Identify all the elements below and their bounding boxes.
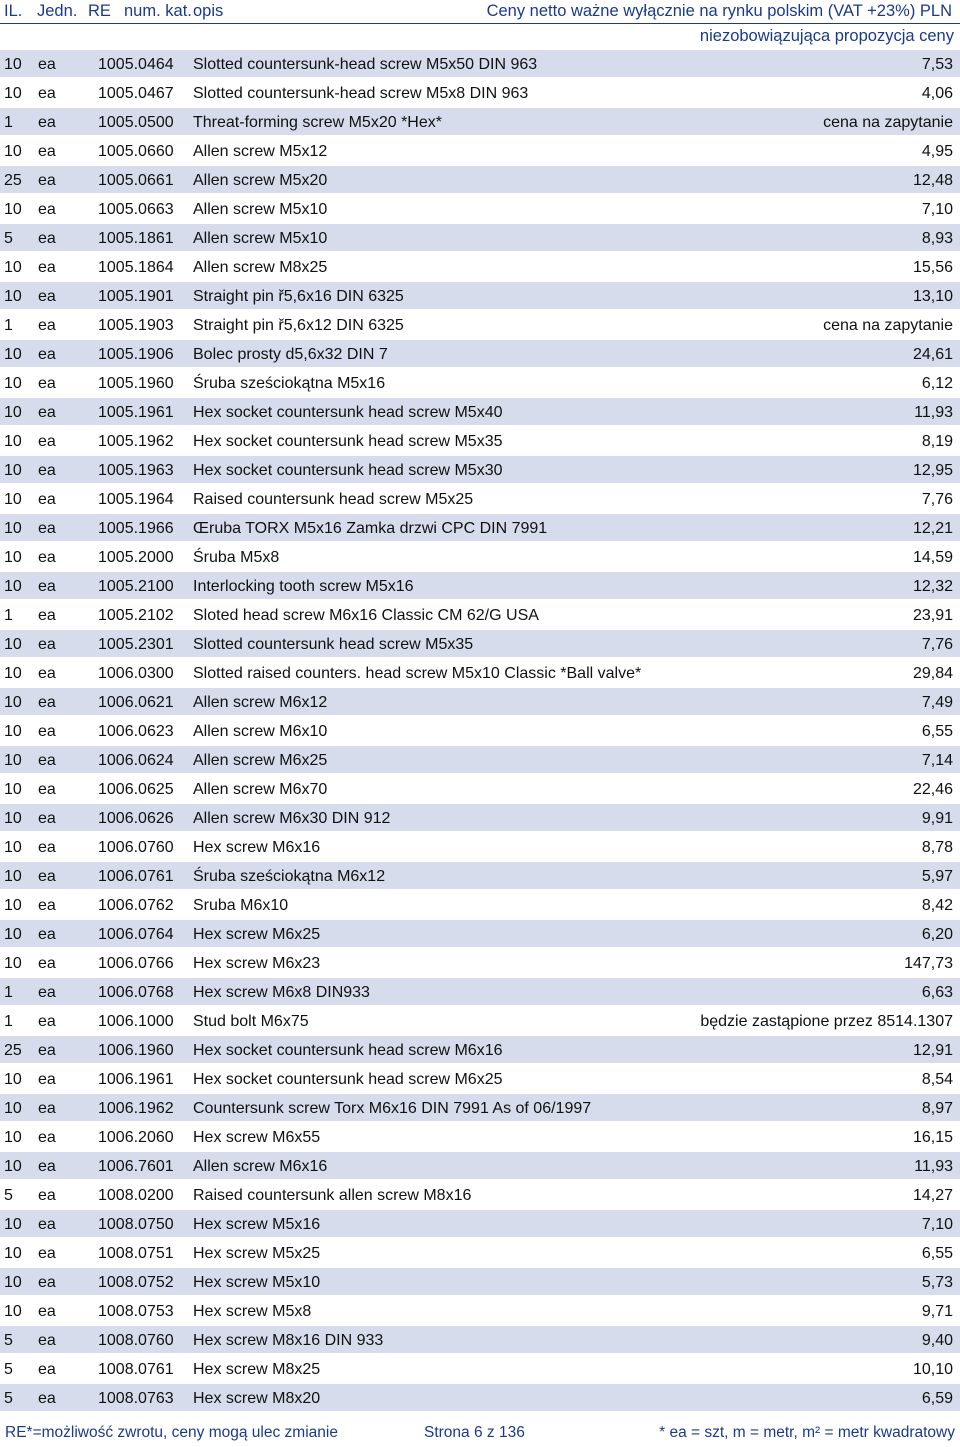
unit-cell: ea <box>38 1129 56 1146</box>
catalog-number-cell: 1005.0663 <box>98 201 174 218</box>
description-cell: Stud bolt M6x75 <box>193 1013 309 1030</box>
unit-cell: ea <box>38 578 56 595</box>
catalog-number-cell: 1005.0500 <box>98 114 174 131</box>
table-row <box>0 978 960 1007</box>
unit-cell: ea <box>38 491 56 508</box>
table-row <box>0 514 960 543</box>
description-cell: Hex screw M5x25 <box>193 1245 321 1262</box>
qty-cell: 10 <box>4 955 22 972</box>
catalog-number-cell: 1006.0626 <box>98 810 174 827</box>
table-row <box>0 166 960 195</box>
unit-cell: ea <box>38 230 56 247</box>
qty-cell: 10 <box>4 1129 22 1146</box>
description-cell: Hex screw M5x8 <box>193 1303 312 1320</box>
description-cell: Sloted head screw M6x16 Classic CM 62/G USA <box>193 607 539 624</box>
table-row <box>0 572 960 601</box>
qty-cell: 1 <box>4 114 13 131</box>
unit-cell: ea <box>38 607 56 624</box>
catalog-number-cell: 1006.1961 <box>98 1071 174 1088</box>
header-row <box>0 0 960 24</box>
qty-cell: 1 <box>4 1013 13 1030</box>
description-cell: Slotted countersunk-head screw M5x8 DIN 963 <box>193 85 529 102</box>
catalog-number-cell: 1006.1962 <box>98 1100 174 1117</box>
price-cell: 6,63 <box>921 984 953 1001</box>
description-cell: Interlocking tooth screw M5x16 <box>193 578 414 595</box>
catalog-number-cell: 1006.2060 <box>98 1129 174 1146</box>
price-cell: 8,42 <box>921 897 953 914</box>
qty-cell: 10 <box>4 288 22 305</box>
description-cell: Hex screw M5x10 <box>193 1274 321 1291</box>
table-row <box>0 311 960 340</box>
price-table <box>0 50 960 1413</box>
qty-cell: 10 <box>4 781 22 798</box>
table-row <box>0 1181 960 1210</box>
qty-cell: 25 <box>4 172 22 189</box>
units-note: * ea = szt, m = metr, m² = metr kwadratowy <box>659 1424 955 1441</box>
catalog-number-cell: 1005.1964 <box>98 491 174 508</box>
catalog-number-cell: 1006.1000 <box>98 1013 174 1030</box>
description-cell: Allen screw M5x20 <box>193 172 328 189</box>
description-cell: Hex screw M6x25 <box>193 926 321 943</box>
table-row <box>0 630 960 659</box>
description-cell: Slotted countersunk-head screw M5x50 DIN 963 <box>193 56 538 73</box>
qty-cell: 10 <box>4 491 22 508</box>
unit-cell: ea <box>38 375 56 392</box>
description-cell: Straight pin ř5,6x12 DIN 6325 <box>193 317 404 334</box>
unit-cell: ea <box>38 636 56 653</box>
price-cell: 6,55 <box>921 723 953 740</box>
qty-cell: 10 <box>4 1245 22 1262</box>
qty-cell: 10 <box>4 201 22 218</box>
price-cell: 22,46 <box>912 781 953 798</box>
price-cell: 8,78 <box>921 839 953 856</box>
description-cell: Allen screw M8x25 <box>193 259 328 276</box>
table-row <box>0 137 960 166</box>
table-row <box>0 1326 960 1355</box>
qty-cell: 1 <box>4 984 13 1001</box>
qty-cell: 10 <box>4 578 22 595</box>
table-row <box>0 253 960 282</box>
unit-cell: ea <box>38 955 56 972</box>
price-cell: 7,76 <box>921 491 953 508</box>
description-cell: Raised countersunk allen screw M8x16 <box>193 1187 472 1204</box>
catalog-number-cell: 1006.0300 <box>98 665 174 682</box>
description-cell: Hex socket countersunk head screw M5x40 <box>193 404 503 421</box>
qty-cell: 10 <box>4 85 22 102</box>
unit-cell: ea <box>38 56 56 73</box>
qty-cell: 5 <box>4 1187 13 1204</box>
col-header-il: IL. <box>4 2 23 20</box>
catalog-number-cell: 1008.0750 <box>98 1216 174 1233</box>
qty-cell: 10 <box>4 897 22 914</box>
description-cell: Slotted countersunk head screw M5x35 <box>193 636 474 653</box>
table-row <box>0 108 960 137</box>
unit-cell: ea <box>38 868 56 885</box>
qty-cell: 10 <box>4 723 22 740</box>
catalog-number-cell: 1005.2102 <box>98 607 174 624</box>
price-cell: 7,49 <box>921 694 953 711</box>
price-cell: 6,12 <box>921 375 953 392</box>
table-row <box>0 1384 960 1413</box>
catalog-number-cell: 1005.0661 <box>98 172 174 189</box>
unit-cell: ea <box>38 1071 56 1088</box>
price-cell: 9,91 <box>921 810 953 827</box>
prices-note: Ceny netto ważne wyłącznie na rynku polskim (VAT +23%) PLN <box>486 2 952 20</box>
qty-cell: 10 <box>4 665 22 682</box>
unit-cell: ea <box>38 462 56 479</box>
description-cell: Allen screw M5x10 <box>193 230 328 247</box>
unit-cell: ea <box>38 694 56 711</box>
table-row <box>0 1007 960 1036</box>
catalog-number-cell: 1005.0467 <box>98 85 174 102</box>
unit-cell: ea <box>38 1216 56 1233</box>
qty-cell: 5 <box>4 1361 13 1378</box>
table-row <box>0 1123 960 1152</box>
table-row <box>0 1036 960 1065</box>
table-row <box>0 775 960 804</box>
unit-cell: ea <box>38 404 56 421</box>
catalog-number-cell: 1005.1960 <box>98 375 174 392</box>
price-cell: 13,10 <box>912 288 953 305</box>
description-cell: Allen screw M5x12 <box>193 143 328 160</box>
qty-cell: 10 <box>4 433 22 450</box>
unit-cell: ea <box>38 1245 56 1262</box>
qty-cell: 10 <box>4 346 22 363</box>
unit-cell: ea <box>38 172 56 189</box>
price-cell: 9,71 <box>921 1303 953 1320</box>
unit-cell: ea <box>38 317 56 334</box>
price-cell: będzie zastąpione przez 8514.1307 <box>700 1013 953 1030</box>
qty-cell: 10 <box>4 549 22 566</box>
table-row <box>0 282 960 311</box>
table-row <box>0 659 960 688</box>
table-row <box>0 485 960 514</box>
unit-cell: ea <box>38 810 56 827</box>
catalog-number-cell: 1005.1963 <box>98 462 174 479</box>
qty-cell: 5 <box>4 1332 13 1349</box>
unit-cell: ea <box>38 1013 56 1030</box>
catalog-number-cell: 1006.0624 <box>98 752 174 769</box>
description-cell: Countersunk screw Torx M6x16 DIN 7991 As of 06/1997 <box>193 1100 592 1117</box>
catalog-number-cell: 1006.0764 <box>98 926 174 943</box>
description-cell: Allen screw M6x10 <box>193 723 328 740</box>
table-row <box>0 949 960 978</box>
price-cell: 23,91 <box>912 607 953 624</box>
table-row <box>0 369 960 398</box>
unit-cell: ea <box>38 201 56 218</box>
catalog-number-cell: 1008.0751 <box>98 1245 174 1262</box>
description-cell: Hex socket countersunk head screw M5x30 <box>193 462 503 479</box>
qty-cell: 5 <box>4 1390 13 1407</box>
qty-cell: 10 <box>4 462 22 479</box>
qty-cell: 10 <box>4 56 22 73</box>
table-row <box>0 717 960 746</box>
description-cell: Śruba M5x8 <box>193 549 280 566</box>
table-row <box>0 50 960 79</box>
qty-cell: 1 <box>4 317 13 334</box>
table-row <box>0 398 960 427</box>
qty-cell: 10 <box>4 636 22 653</box>
col-header-opis: opis <box>193 2 224 20</box>
price-cell: 16,15 <box>912 1129 953 1146</box>
unit-cell: ea <box>38 665 56 682</box>
catalog-number-cell: 1005.0660 <box>98 143 174 160</box>
table-row <box>0 543 960 572</box>
price-cell: cena na zapytanie <box>823 317 953 334</box>
table-row <box>0 1152 960 1181</box>
price-cell: 24,61 <box>912 346 953 363</box>
qty-cell: 10 <box>4 1216 22 1233</box>
qty-cell: 10 <box>4 404 22 421</box>
description-cell: Hex screw M6x16 <box>193 839 321 856</box>
catalog-number-cell: 1008.0760 <box>98 1332 174 1349</box>
price-cell: 7,10 <box>921 201 953 218</box>
qty-cell: 10 <box>4 1303 22 1320</box>
unit-cell: ea <box>38 259 56 276</box>
price-cell: 6,59 <box>921 1390 953 1407</box>
table-row <box>0 456 960 485</box>
price-cell: 8,97 <box>921 1100 953 1117</box>
catalog-number-cell: 1008.0761 <box>98 1361 174 1378</box>
price-cell: 8,93 <box>921 230 953 247</box>
description-cell: Allen screw M6x30 DIN 912 <box>193 810 391 827</box>
description-cell: Allen screw M5x10 <box>193 201 328 218</box>
catalog-number-cell: 1005.2000 <box>98 549 174 566</box>
catalog-number-cell: 1005.1962 <box>98 433 174 450</box>
catalog-number-cell: 1006.7601 <box>98 1158 174 1175</box>
qty-cell: 10 <box>4 839 22 856</box>
price-cell: 7,53 <box>921 56 953 73</box>
catalog-number-cell: 1008.0752 <box>98 1274 174 1291</box>
price-cell: 12,32 <box>912 578 953 595</box>
unit-cell: ea <box>38 143 56 160</box>
unit-cell: ea <box>38 346 56 363</box>
description-cell: Œruba TORX M5x16 Zamka drzwi CPC DIN 7991 <box>193 520 548 537</box>
catalog-number-cell: 1005.1966 <box>98 520 174 537</box>
catalog-number-cell: 1006.0621 <box>98 694 174 711</box>
price-cell: 7,14 <box>921 752 953 769</box>
unit-cell: ea <box>38 1042 56 1059</box>
catalog-number-cell: 1005.1903 <box>98 317 174 334</box>
unit-cell: ea <box>38 897 56 914</box>
qty-cell: 10 <box>4 1071 22 1088</box>
price-cell: 11,93 <box>914 404 953 421</box>
table-row <box>0 920 960 949</box>
catalog-number-cell: 1006.1960 <box>98 1042 174 1059</box>
price-cell: 6,20 <box>921 926 953 943</box>
catalog-number-cell: 1005.1861 <box>98 230 174 247</box>
catalog-number-cell: 1006.0762 <box>98 897 174 914</box>
catalog-number-cell: 1005.1901 <box>98 288 174 305</box>
price-cell: 12,48 <box>912 172 953 189</box>
table-row <box>0 1094 960 1123</box>
price-cell: 5,97 <box>921 868 953 885</box>
price-cell: 12,91 <box>912 1042 953 1059</box>
page-footer <box>0 1418 960 1447</box>
catalog-number-cell: 1006.0766 <box>98 955 174 972</box>
table-row <box>0 891 960 920</box>
price-cell: 8,54 <box>921 1071 953 1088</box>
qty-cell: 10 <box>4 375 22 392</box>
table-row <box>0 688 960 717</box>
qty-cell: 10 <box>4 520 22 537</box>
price-cell: 7,10 <box>921 1216 953 1233</box>
catalog-number-cell: 1006.0625 <box>98 781 174 798</box>
description-cell: Hex socket countersunk head screw M6x25 <box>193 1071 503 1088</box>
qty-cell: 10 <box>4 752 22 769</box>
table-row <box>0 1239 960 1268</box>
unit-cell: ea <box>38 549 56 566</box>
table-row <box>0 1210 960 1239</box>
col-header-re: RE <box>88 2 111 20</box>
price-cell: 10,10 <box>912 1361 953 1378</box>
price-cell: 6,55 <box>921 1245 953 1262</box>
description-cell: Śruba sześciokątna M6x12 <box>193 868 386 885</box>
unit-cell: ea <box>38 1158 56 1175</box>
qty-cell: 10 <box>4 868 22 885</box>
table-row <box>0 1355 960 1384</box>
catalog-number-cell: 1005.1906 <box>98 346 174 363</box>
description-cell: Allen screw M6x70 <box>193 781 328 798</box>
description-cell: Raised countersunk head screw M5x25 <box>193 491 474 508</box>
description-cell: Hex socket countersunk head screw M6x16 <box>193 1042 503 1059</box>
catalog-number-cell: 1008.0763 <box>98 1390 174 1407</box>
catalog-number-cell: 1005.1864 <box>98 259 174 276</box>
qty-cell: 10 <box>4 926 22 943</box>
price-cell: 14,59 <box>912 549 953 566</box>
table-row <box>0 427 960 456</box>
description-cell: Hex screw M8x16 DIN 933 <box>193 1332 384 1349</box>
qty-cell: 5 <box>4 230 13 247</box>
catalog-number-cell: 1008.0753 <box>98 1303 174 1320</box>
unit-cell: ea <box>38 839 56 856</box>
table-row <box>0 862 960 891</box>
unit-cell: ea <box>38 1100 56 1117</box>
price-cell: 8,19 <box>921 433 953 450</box>
table-row <box>0 195 960 224</box>
description-cell: Threat-forming screw M5x20 *Hex* <box>193 114 442 131</box>
table-row <box>0 833 960 862</box>
qty-cell: 10 <box>4 143 22 160</box>
unit-cell: ea <box>38 1187 56 1204</box>
price-cell: 11,93 <box>914 1158 953 1175</box>
unit-cell: ea <box>38 1361 56 1378</box>
unit-cell: ea <box>38 752 56 769</box>
description-cell: Straight pin ř5,6x16 DIN 6325 <box>193 288 404 305</box>
catalog-number-cell: 1006.0768 <box>98 984 174 1001</box>
description-cell: Allen screw M6x25 <box>193 752 328 769</box>
catalog-number-cell: 1005.1961 <box>98 404 174 421</box>
col-header-jedn: Jedn. <box>37 2 78 20</box>
unit-cell: ea <box>38 1390 56 1407</box>
price-cell: 12,21 <box>912 520 953 537</box>
qty-cell: 25 <box>4 1042 22 1059</box>
table-row <box>0 1065 960 1094</box>
description-cell: Hex screw M6x8 DIN933 <box>193 984 370 1001</box>
qty-cell: 1 <box>4 607 13 624</box>
catalog-number-cell: 1006.0623 <box>98 723 174 740</box>
unit-cell: ea <box>38 1332 56 1349</box>
description-cell: Hex screw M8x25 <box>193 1361 321 1378</box>
description-cell: Śruba sześciokątna M5x16 <box>193 375 386 392</box>
qty-cell: 10 <box>4 694 22 711</box>
catalog-number-cell: 1005.0464 <box>98 56 174 73</box>
description-cell: Sruba M6x10 <box>193 897 289 914</box>
unit-cell: ea <box>38 781 56 798</box>
description-cell: Hex screw M6x55 <box>193 1129 321 1146</box>
description-cell: Allen screw M6x12 <box>193 694 328 711</box>
unit-cell: ea <box>38 433 56 450</box>
table-row <box>0 1297 960 1326</box>
unit-cell: ea <box>38 926 56 943</box>
qty-cell: 10 <box>4 1100 22 1117</box>
qty-cell: 10 <box>4 259 22 276</box>
table-row <box>0 804 960 833</box>
page-number: Strona 6 z 136 <box>424 1424 525 1441</box>
qty-cell: 10 <box>4 1274 22 1291</box>
catalog-number-cell: 1005.2301 <box>98 636 174 653</box>
table-row <box>0 746 960 775</box>
unit-cell: ea <box>38 1303 56 1320</box>
table-header <box>0 0 960 50</box>
unit-cell: ea <box>38 114 56 131</box>
price-cell: 14,27 <box>912 1187 953 1204</box>
catalog-number-cell: 1006.0760 <box>98 839 174 856</box>
table-row <box>0 340 960 369</box>
unit-cell: ea <box>38 288 56 305</box>
unit-cell: ea <box>38 984 56 1001</box>
qty-cell: 10 <box>4 810 22 827</box>
table-row <box>0 601 960 630</box>
description-cell: Hex screw M8x20 <box>193 1390 321 1407</box>
catalog-number-cell: 1008.0200 <box>98 1187 174 1204</box>
description-cell: Allen screw M6x16 <box>193 1158 328 1175</box>
price-cell: 5,73 <box>921 1274 953 1291</box>
non-binding-note: niezobowiązująca propozycja ceny <box>699 27 954 45</box>
table-row <box>0 1268 960 1297</box>
table-row <box>0 79 960 108</box>
unit-cell: ea <box>38 520 56 537</box>
unit-cell: ea <box>38 1274 56 1291</box>
price-cell: 4,06 <box>921 85 953 102</box>
unit-cell: ea <box>38 723 56 740</box>
price-cell: 29,84 <box>912 665 953 682</box>
qty-cell: 10 <box>4 1158 22 1175</box>
price-cell: 4,95 <box>921 143 953 160</box>
description-cell: Hex socket countersunk head screw M5x35 <box>193 433 503 450</box>
unit-cell: ea <box>38 85 56 102</box>
price-cell: 147,73 <box>904 955 953 972</box>
col-header-numkat: num. kat. <box>124 2 192 20</box>
price-cell: cena na zapytanie <box>823 114 953 131</box>
price-cell: 9,40 <box>921 1332 953 1349</box>
catalog-number-cell: 1005.2100 <box>98 578 174 595</box>
price-cell: 15,56 <box>912 259 953 276</box>
price-cell: 7,76 <box>921 636 953 653</box>
description-cell: Bolec prosty d5,6x32 DIN 7 <box>193 346 388 363</box>
catalog-number-cell: 1006.0761 <box>98 868 174 885</box>
table-row <box>0 224 960 253</box>
description-cell: Slotted raised counters. head screw M5x10 Classic *Ball valve* <box>193 665 642 682</box>
price-cell: 12,95 <box>912 462 953 479</box>
description-cell: Hex screw M6x23 <box>193 955 321 972</box>
description-cell: Hex screw M5x16 <box>193 1216 321 1233</box>
return-note: RE*=możliwość zwrotu, ceny mogą ulec zmianie <box>5 1424 338 1441</box>
